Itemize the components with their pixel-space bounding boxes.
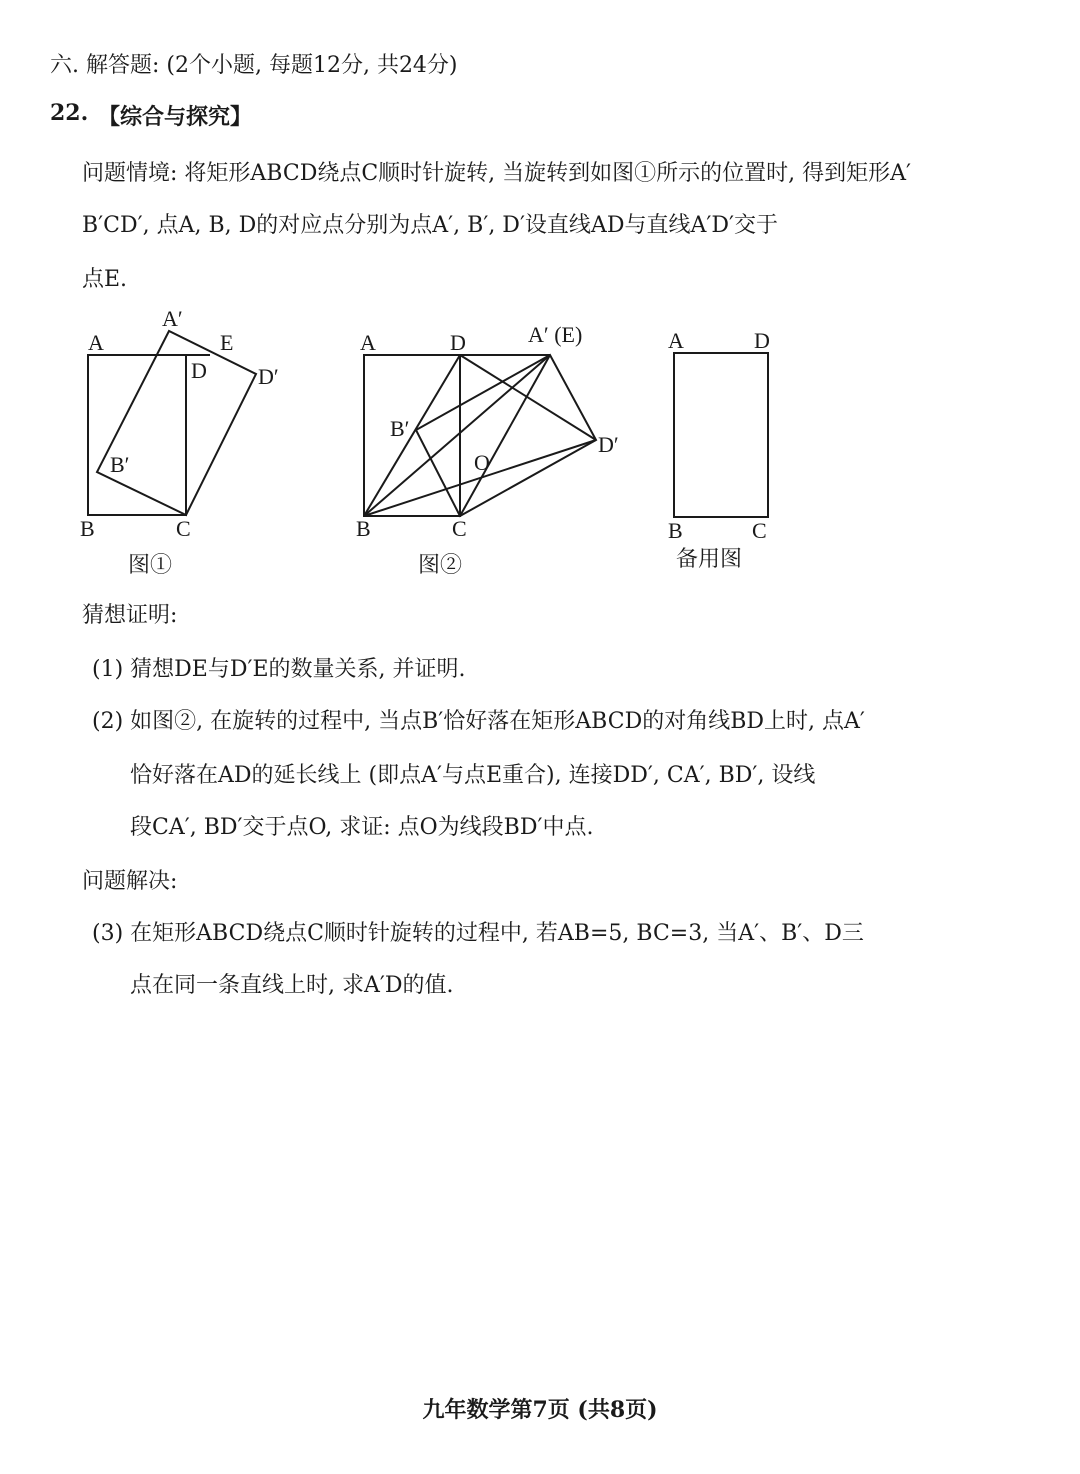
fig1-label-d1: D′ xyxy=(258,364,279,389)
part-2-line-2: 恰好落在AD的延长线上 (即点A′与点E重合), 连接DD′, CA′, BD′, 设线 xyxy=(130,763,816,788)
question-number: 22. xyxy=(50,100,89,126)
figure-2-caption: 图② xyxy=(418,553,463,578)
context-line-1: 问题情境: 将矩形ABCD绕点C顺时针旋转, 当旋转到如图①所示的位置时, 得到矩形A′ xyxy=(82,161,912,186)
fig2-label-a: A xyxy=(360,330,376,355)
fig3-label-c: C xyxy=(752,518,767,543)
fig2-diagonal-bd xyxy=(364,355,460,516)
fig2-label-o: O xyxy=(474,450,490,475)
fig3-label-b: B xyxy=(668,518,683,543)
figure-3 xyxy=(660,320,800,545)
figure-1-svg xyxy=(70,300,310,545)
fig2-label-d: D xyxy=(450,330,466,355)
part-3-line-1: (3) 在矩形ABCD绕点C顺时针旋转的过程中, 若AB=5, BC=3, 当A′、B′、D三 xyxy=(92,921,864,946)
fig1-label-c: C xyxy=(176,516,191,541)
fig1-label-d: D xyxy=(191,358,207,383)
conjecture-heading: 猜想证明: xyxy=(82,603,178,628)
part-1: (1) 猜想DE与D′E的数量关系, 并证明. xyxy=(92,657,466,682)
context-line-3: 点E. xyxy=(82,267,128,292)
fig1-label-a1: A′ xyxy=(162,306,183,331)
figure-3-caption: 备用图 xyxy=(676,547,743,572)
fig2-label-b: B xyxy=(356,516,371,541)
solve-heading: 问题解决: xyxy=(82,869,178,894)
fig2-label-d1: D′ xyxy=(598,432,619,457)
fig3-label-a: A xyxy=(668,328,684,353)
fig1-label-a: A xyxy=(88,330,104,355)
figure-3-svg xyxy=(660,320,800,545)
section-header: 六. 解答题: (2个小题, 每题12分, 共24分) xyxy=(50,53,458,78)
fig1-label-b: B xyxy=(80,516,95,541)
figure-2 xyxy=(350,320,640,545)
figure-1 xyxy=(70,300,310,545)
part-2-line-1: (2) 如图②, 在旋转的过程中, 当点B′恰好落在矩形ABCD的对角线BD上时, 点A′ xyxy=(92,709,865,734)
part-3-line-2: 点在同一条直线上时, 求A′D的值. xyxy=(130,973,454,998)
fig2-label-c: C xyxy=(452,516,467,541)
fig1-label-b1: B′ xyxy=(110,452,130,477)
context-line-2: B′CD′, 点A, B, D的对应点分别为点A′, B′, D′设直线AD与直线A′D′交于 xyxy=(82,213,778,238)
fig2-label-a1e: A′ (E) xyxy=(528,322,583,347)
part-2-line-3: 段CA′, BD′交于点O, 求证: 点O为线段BD′中点. xyxy=(130,815,594,840)
fig1-rect-rotated xyxy=(97,331,256,515)
fig3-label-d: D xyxy=(754,328,770,353)
question-tag: 【综合与探究】 xyxy=(98,104,253,130)
fig1-label-e: E xyxy=(220,330,234,355)
fig2-label-b1: B′ xyxy=(390,416,410,441)
page-footer: 九年数学第7页 (共8页) xyxy=(422,1397,658,1423)
figure-2-svg xyxy=(350,320,640,545)
fig3-rect-abcd xyxy=(674,353,768,517)
figure-1-caption: 图① xyxy=(128,553,173,578)
